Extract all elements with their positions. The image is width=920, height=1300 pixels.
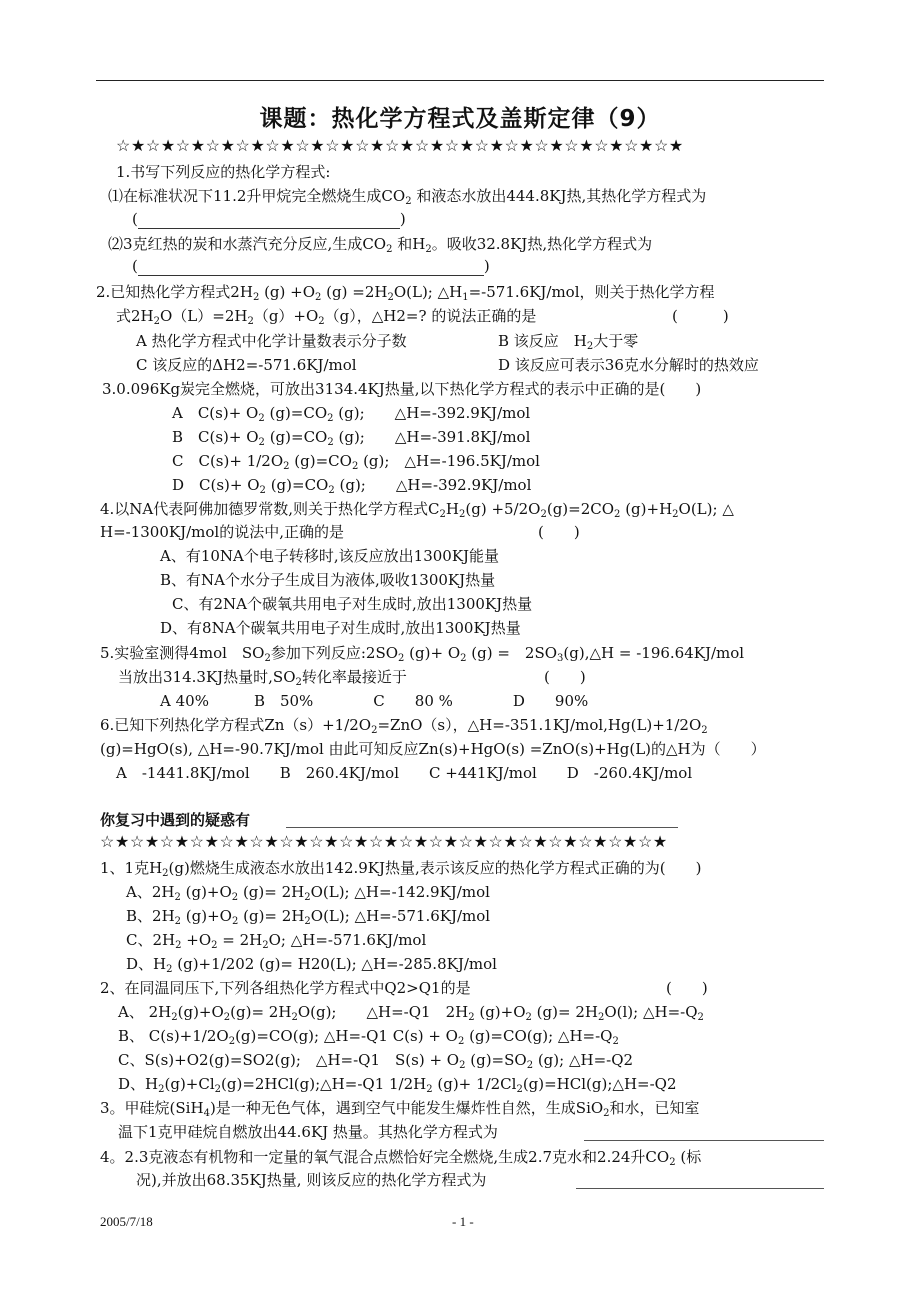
q5-options: A 40% B 50% C 80 % D 90% (160, 692, 589, 710)
footer-date: 2005/7/18 (100, 1214, 153, 1229)
r4-answer-line[interactable] (576, 1188, 824, 1189)
r1-option-a: A、$2H_2$ $(g)+O_2$ $(g)= 2H_2O(L)$; △H=-142.9KJ/mol (126, 883, 490, 903)
r2-option-a: A、 $2H_2(g)+O_2(g)= 2H_2O(g)$; △H=-Q1 $2H_2$ $(g)+O_2$ $(g)= 2H_2O(l)$; $\triangle H=-Q_2$ (118, 1003, 704, 1023)
header-rule (96, 80, 824, 81)
q3-option-a: A $C(s)+ O_2$ $(g)=CO_2$ (g); △H=-392.9KJ/mol (172, 404, 531, 424)
page-number: - 1 - (452, 1214, 474, 1229)
q5-answer-slot[interactable]: ( ) (544, 668, 586, 686)
r2-answer-slot[interactable]: ( ) (666, 979, 708, 997)
r2-option-d: D、$H_2(g)+Cl_2(g)=2HCl(g);\triangle H=-Q1$ $1/2H_2$ $(g)+ 1/2Cl_2(g)=HCl(g);\triangle H=-Q2$ (118, 1075, 677, 1095)
q1-part2-answer: ( ) (132, 257, 490, 275)
r4-stem: 4。2.3克液态有机物和一定量的氧气混合点燃恰好完全燃烧,生成2.7克水和2.24升$CO_2$ (标 (100, 1148, 702, 1168)
q2-option-b: B 该反应 $H_2$大于零 (498, 332, 639, 352)
answer-blank[interactable] (138, 260, 484, 276)
q4-option-b: B、有NA个水分子生成目为液体,吸收1300KJ热量 (160, 571, 496, 589)
answer-blank[interactable] (138, 213, 400, 229)
q1-part1: ⑴在标准状况下11.2升甲烷完全燃烧生成$CO_2$ 和液态水放出444.8KJ热,其热化学方程式为 (108, 187, 707, 207)
q2-option-d: D 该反应可表示36克水分解时的热效应 (498, 356, 759, 374)
r3-stem: 3。甲硅烷(SiH$_4$)是一种无色气体，遇到空气中能发生爆炸性自然，生成SiO$_2$和水，已知室 (100, 1099, 700, 1119)
q2-answer-slot[interactable]: ( ) (672, 307, 729, 325)
review-heading: 你复习中遇到的疑惑有 (100, 811, 251, 829)
q3-stem: 3.0.096Kg炭完全燃烧，可放出3134.4KJ热量,以下热化学方程式的表示中正确的是( ) (102, 380, 702, 398)
r1-option-d: D、$H_2$ (g)+1/202 (g)= H20(L); △H=-285.8KJ/mol (126, 955, 497, 975)
q3-option-d: D $C(s)+ O_2$ $(g)=CO_2$ (g); △H=-392.9KJ/mol (172, 476, 532, 496)
q5-stem: 5.实验室测得4mol $SO_2$参加下列反应$:2SO_2$ $(g)+ O_2$ (g) = $2SO_3(g),\triangle H = -196.64KJ/mol$ (100, 644, 745, 664)
r2-option-c: C、S(s)+O2(g)=SO2(g); △H=-Q1 $S(s) + O_2$ $(g)=SO_2$ (g); △H=-Q2 (118, 1051, 634, 1071)
page-title: 课题：热化学方程式及盖斯定律（9） (259, 106, 661, 132)
q1-part1-answer: ( ) (132, 210, 406, 228)
r3-answer-line[interactable] (584, 1140, 824, 1141)
review-answer-line[interactable] (286, 827, 678, 828)
q6-stem-cont: (g)=HgO(s), △H=-90.7KJ/mol 由此可知反应Zn(s)+HgO(s) =ZnO(s)+Hg(L)的△H为（ ） (100, 740, 766, 758)
star-divider: ☆★☆★☆★☆★☆★☆★☆★☆★☆★☆★☆★☆★☆★☆★☆★☆★☆★☆★☆★ (100, 832, 668, 851)
r3-stem-cont: 温下1克甲硅烷自燃放出44.6KJ 热量。其热化学方程式为 (118, 1123, 498, 1141)
r1-option-c: C、$2H_2 +O_2 = 2H_2O$; △H=-571.6KJ/mol (126, 931, 427, 951)
q6-options: A -1441.8KJ/mol B 260.4KJ/mol C +441KJ/mol D -260.4KJ/mol (116, 764, 693, 782)
r1-stem: 1、1克$H_2(g)$燃烧生成液态水放出142.9KJ热量,表示该反应的热化学方程式正确的为( ) (100, 859, 702, 879)
q4-stem: 4.以NA代表阿佛加德罗常数,则关于热化学方程式$C_2H_2(g) +5/2O_2(g)=2CO_2$ $(g)+H_2O(L)$; △ (100, 500, 734, 520)
q4-option-a: A、有10NA个电子转移时,该反应放出1300KJ能量 (160, 547, 500, 565)
q2-option-c: C 该反应的ΔH2=-571.6KJ/mol (136, 356, 357, 374)
r1-option-b: B、$2H_2$ $(g)+O_2$ $(g)= 2H_2O(L)$; △H=-571.6KJ/mol (126, 907, 491, 927)
q2-stem: 2.已知热化学方程式$2H_2$ $(g) +O_2$ $(g) =2H_2O(L)$; $\triangle H_1=-571.6KJ$/mol，则关于热化学方程 (96, 283, 715, 303)
q5-stem-cont: 当放出314.3KJ热量时$,SO_2$转化率最接近于 (118, 668, 407, 688)
r2-option-b: B、 $C(s)+1/2O_2(g)=CO(g)$; △H=-Q1 $C(s) + O_2$ (g)=CO(g); $\triangle H=-Q_2$ (118, 1027, 619, 1047)
r4-stem-cont: 况),并放出68.35KJ热量, 则该反应的热化学方程式为 (136, 1171, 487, 1189)
r2-stem: 2、在同温同压下,下列各组热化学方程式中Q2>Q1的是 (100, 979, 471, 997)
q1-stem: 1.书写下列反应的热化学方程式: (116, 163, 331, 181)
q4-stem-cont: H=-1300KJ/mol的说法中,正确的是 (100, 523, 344, 541)
q4-option-d: D、有8NA个碳氧共用电子对生成时,放出1300KJ热量 (160, 619, 521, 637)
q2-option-a: A 热化学方程式中化学计量数表示分子数 (136, 332, 407, 350)
q3-option-b: B $C(s)+ O_2$ $(g)=CO_2$ (g); △H=-391.8KJ/mol (172, 428, 531, 448)
q6-stem: 6.已知下列热化学方程式$Zn(s)+1/2O_2=ZnO(s)$，$\triangle H=-351.1KJ/mol,Hg(L)+1/2O_2$ (100, 716, 708, 736)
q1-part2: ⑵3克红热的炭和水蒸汽充分反应,生成$CO_2$ 和$H_2$。吸收32.8KJ热,热化学方程式为 (108, 235, 653, 255)
q4-answer-slot[interactable]: ( ) (538, 523, 580, 541)
q2-stem-cont: 式$2H_2O(L)=2H_2(g)+O_2(g)$，△H2=? 的说法正确的是 (116, 307, 537, 327)
star-divider: ☆★☆★☆★☆★☆★☆★☆★☆★☆★☆★☆★☆★☆★☆★☆★☆★☆★☆★☆★ (116, 136, 684, 155)
q4-option-c: C、有2NA个碳氧共用电子对生成时,放出1300KJ热量 (172, 595, 533, 613)
q3-option-c: C $C(s)+ 1/2O_2$ $(g)=CO_2$ (g); △H=-196.5KJ/mol (172, 452, 540, 472)
